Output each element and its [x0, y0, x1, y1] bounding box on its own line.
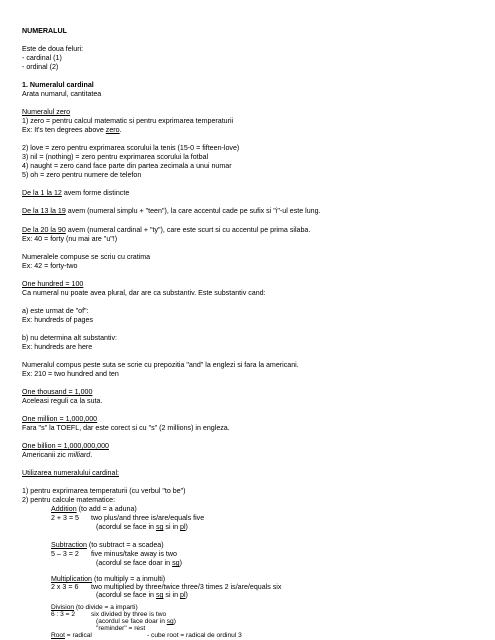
addition-gloss: (to add = a aduna) — [76, 505, 137, 513]
multiplication-label: Multiplication — [51, 575, 93, 583]
subtraction-note — [96, 559, 182, 568]
division-gloss: (to divide = a imparti) — [74, 604, 138, 611]
range-1-12-text: avem forme distincte — [61, 189, 130, 197]
addition-note-pl: pl — [180, 523, 186, 531]
addition-equation: 2 + 3 = 5 — [51, 514, 80, 522]
multiplication-note — [96, 591, 188, 600]
subtraction-note-close: ) — [179, 559, 182, 567]
range-20-90 — [22, 226, 310, 235]
division-note-sg: sg — [166, 618, 174, 625]
range-13-19-text: avem (numeral simplu + "teen"), la care accentul cade pe sufix si "i"-ul este lung. — [65, 207, 321, 215]
hundred-compound-example: Ex: 210 = two hundred and ten — [22, 370, 119, 378]
subtraction-heading — [51, 541, 164, 550]
multiplication-note-sg: sg — [155, 591, 164, 599]
hundred-case-a: a) este urmat de "of": — [22, 307, 89, 315]
zero-example-word: zero — [105, 126, 120, 134]
addition-reading: two plus/and three is/are/equals five — [91, 514, 205, 522]
doc-title: NUMERALUL — [22, 27, 67, 35]
compound-example: Ex: 42 = forty-two — [22, 262, 78, 270]
million-rule: Fara "s" la TOEFL, dar este corect si cu "s" (2 millions) in engleza. — [22, 424, 230, 432]
range-13-19 — [22, 207, 321, 216]
range-13-19-label: De la 13 la 19 — [22, 207, 66, 215]
zero-item-3: 3) nil = (nothing) = zero pentru exprimarea scorului la fotbal — [22, 153, 209, 161]
subtraction-label: Subtraction — [51, 541, 87, 549]
multiplication-note-and: si in — [163, 591, 180, 599]
division-reading: six divided by three is two — [91, 611, 167, 618]
division-heading — [51, 604, 138, 611]
zero-item-2: 2) love = zero pentru exprimarea scorului la tenis (15-0 = fifteen-love) — [22, 144, 240, 152]
cube-root-text: - cube root = radical de ordinul 3 — [147, 632, 242, 639]
addition-note-text: (acordul se face in — [96, 523, 156, 531]
addition-heading — [51, 505, 137, 514]
hundred-compound-rule: Numeralul compus peste suta se scrie cu prepozitia "and" la englezi si fara la americani. — [22, 361, 299, 369]
usage-item-2: 2) pentru calcule matematice: — [22, 496, 116, 504]
billion-rule-word: milliard — [67, 451, 91, 459]
zero-example — [22, 126, 122, 135]
subtraction-example — [51, 550, 177, 559]
subtraction-note-text: (acordul se face doar in — [96, 559, 173, 567]
division-note-close: ) — [173, 618, 176, 625]
zero-item-1: 1) zero = pentru calcul matematic si pentru exprimarea temperaturii — [22, 117, 234, 125]
multiplication-equation: 2 x 3 = 6 — [51, 583, 79, 591]
hundred-case-b-example: Ex: hundreds are here — [22, 343, 93, 351]
multiplication-example — [51, 583, 282, 592]
range-20-90-label: De la 20 la 90 — [22, 226, 66, 234]
subtraction-gloss: (to subtract = a scadea) — [86, 541, 164, 549]
division-remainder: "reminder" = rest — [96, 625, 146, 632]
hundred-case-b: b) nu determina alt substantiv: — [22, 334, 118, 342]
billion-heading: One billion = 1,000,000,000 — [22, 442, 109, 450]
thousand-heading: One thousand = 1,000 — [22, 388, 93, 396]
thousand-rule: Aceleasi reguli ca la suta. — [22, 397, 103, 405]
zero-heading: Numeralul zero — [22, 108, 71, 116]
billion-rule — [22, 451, 92, 460]
zero-item-4: 4) naught = zero cand face parte din partea zecimala a unui numar — [22, 162, 232, 170]
zero-example-text: Ex: It's ten degrees above — [22, 126, 106, 134]
multiplication-note-text: (acordul se face in — [96, 591, 156, 599]
range-20-90-example: Ex: 40 = forty (nu mai are "u"!) — [22, 235, 118, 243]
section-subtitle: Arata numarul, cantitatea — [22, 90, 102, 98]
addition-note-sg: sg — [155, 523, 164, 531]
kind-ordinal: - ordinal (2) — [22, 63, 59, 71]
subtraction-note-sg: sg — [172, 559, 180, 567]
subtraction-reading: five minus/take away is two — [91, 550, 177, 558]
division-equation: 6 : 3 = 2 — [51, 611, 76, 618]
zero-item-5: 5) oh = zero pentru numere de telefon — [22, 171, 142, 179]
division-note-text: (acordul se face doar in — [96, 618, 167, 625]
division-example — [51, 611, 167, 618]
usage-item-1: 1) pentru exprimarea temperaturii (cu verbul "to be") — [22, 487, 186, 495]
multiplication-note-pl: pl — [180, 591, 186, 599]
hundred-case-a-example: Ex: hundreds of pages — [22, 316, 93, 324]
billion-rule-text: Americanii zic — [22, 451, 68, 459]
multiplication-note-close: ) — [185, 591, 188, 599]
addition-note — [96, 523, 188, 532]
billion-rule-period: . — [90, 451, 93, 459]
range-20-90-text: avem (numeral cardinal + "ty"), care este scurt si cu accentul pe prima silaba. — [65, 226, 311, 234]
root-label: Root — [51, 632, 65, 639]
multiplication-gloss: (to multiply = a inmulti) — [92, 575, 166, 583]
compound-rule: Numeralele compuse se scriu cu cratima — [22, 253, 151, 261]
usage-heading: Utilizarea numeralului cardinal: — [22, 469, 119, 477]
multiplication-reading: two multiplied by three/twice three/3 times 2 is/are/equals six — [91, 583, 282, 591]
kind-cardinal: - cardinal (1) — [22, 54, 62, 62]
hundred-heading: One hundred = 100 — [22, 280, 84, 288]
addition-label: Addition — [51, 505, 77, 513]
hundred-rule: Ca numeral nu poate avea plural, dar are ca substantiv. Este substantiv cand: — [22, 289, 266, 297]
division-label: Division — [51, 604, 75, 611]
range-1-12 — [22, 189, 129, 198]
million-heading: One million = 1,000,000 — [22, 415, 98, 423]
intro-line: Este de doua feluri: — [22, 45, 84, 53]
division-note — [96, 618, 176, 625]
addition-example — [51, 514, 205, 523]
root-line — [51, 632, 242, 639]
root-gloss: = radical — [64, 632, 92, 639]
range-1-12-label: De la 1 la 12 — [22, 189, 62, 197]
addition-note-close: ) — [185, 523, 188, 531]
subtraction-equation: 5 – 3 = 2 — [51, 550, 79, 558]
addition-note-and: si in — [163, 523, 180, 531]
zero-example-period: . — [119, 126, 122, 134]
section-heading-cardinal: 1. Numeralul cardinal — [22, 81, 94, 89]
